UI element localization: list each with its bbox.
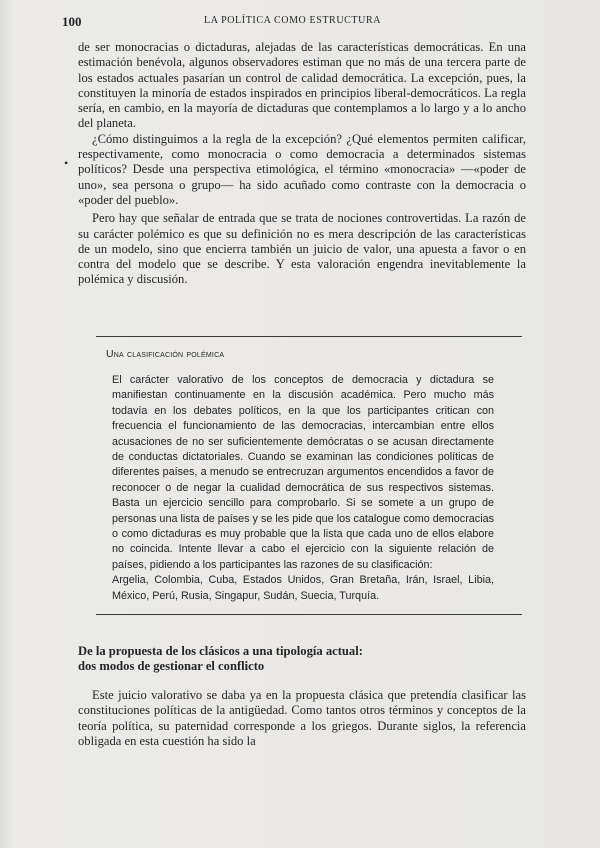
intro-paragraph-1: de ser monocracias o dictaduras, alejadas de las características democráticas. En una estimación benévola, algunos observadores estiman que no más de una tercera parte de los estados actuales pasarían un control de calidad democrática. La excepción, pues, la constituyen la minoría de estados inspirados en principios liberal-democráticos. La regla sería, en cambio, en la mayoría de dictaduras que contemplamos a lo largo y a lo ancho del planeta. bbox=[78, 40, 526, 131]
section-text bbox=[78, 688, 526, 749]
section-heading-line-2: dos modos de gestionar el conflicto bbox=[78, 659, 265, 673]
box-country-list: Argelia, Colombia, Cuba, Estados Unidos, Gran Bretaña, Irán, Israel, Libia, México, Perú, Rusia, Singapur, Sudán, Suecia, Turquía. bbox=[112, 574, 494, 602]
section-heading bbox=[78, 644, 498, 674]
intro-paragraph-2: ¿Cómo distinguimos a la regla de la excepción? ¿Qué elementos permiten calificar, respectivamente, como monocracia o como democracia a determinados sistemas políticos? Desde una perspectiva etimológica, el término «monocracia» —«poder de uno», sea persona o grupo— ha sido acuñado como contraste con la democracia o «poder del pueblo». bbox=[78, 131, 526, 207]
margin-dot: • bbox=[64, 156, 69, 170]
box-text bbox=[112, 373, 494, 604]
intro-text bbox=[78, 40, 526, 288]
page-number: 100 bbox=[62, 14, 82, 29]
box-paragraph: El carácter valorativo de los conceptos de democracia y dictadura se manifiestan continuamente en la discusión académica. Pero mucho más todavía en los debates políticos, en la que los participantes critican con frecuencia el funcionamiento de las democracias, intercambian entre ellos acusaciones de no ser suficientemente demócratas o se acusan directamente de conductas dictatoriales. Cuando se examinan las condiciones políticas de diferentes países, a menudo se entrecruzan argumentos encendidos a favor de reconocer o de negar la cualidad democrática de sus respectivos sistemas. Basta un ejercicio sencillo para comprobarlo. Si se somete a un grupo de personas una lista de países y se les pide que los catalogue como democracias o como dictaduras es muy probable que la lista que cada uno de ellos elabore no coincida. Intente llevar a cabo el ejercicio con la siguiente relación de países, pidiendo a los participantes las razones de su clasificación: bbox=[112, 374, 494, 571]
box-bottom-rule bbox=[96, 614, 522, 615]
intro-paragraph-3: Pero hay que señalar de entrada que se trata de nociones controvertidas. La razón de su carácter polémico es que su definición no es mera descripción de las características de un modelo, sino que encierra también un juicio de valor, una apuesta a favor o en contra del modelo que se describe. Y esta valoración engendra inevitablemente la polémica y discusión. bbox=[78, 211, 526, 287]
box-title: Una clasificación polémica bbox=[106, 348, 225, 360]
section-heading-line-1: De la propuesta de los clásicos a una tipología actual: bbox=[78, 644, 363, 658]
running-head: LA POLÍTICA COMO ESTRUCTURA bbox=[204, 15, 382, 26]
page-header bbox=[62, 14, 532, 30]
box-top-rule bbox=[96, 336, 522, 337]
section-paragraph: Este juicio valorativo se daba ya en la propuesta clásica que pretendía clasificar las constituciones políticas de la antigüedad. Como tantos otros términos y conceptos de la teoría política, su paternidad corresponde a los griegos. Durante siglos, la referencia obligada en esta cuestión ha sido la bbox=[78, 688, 526, 748]
